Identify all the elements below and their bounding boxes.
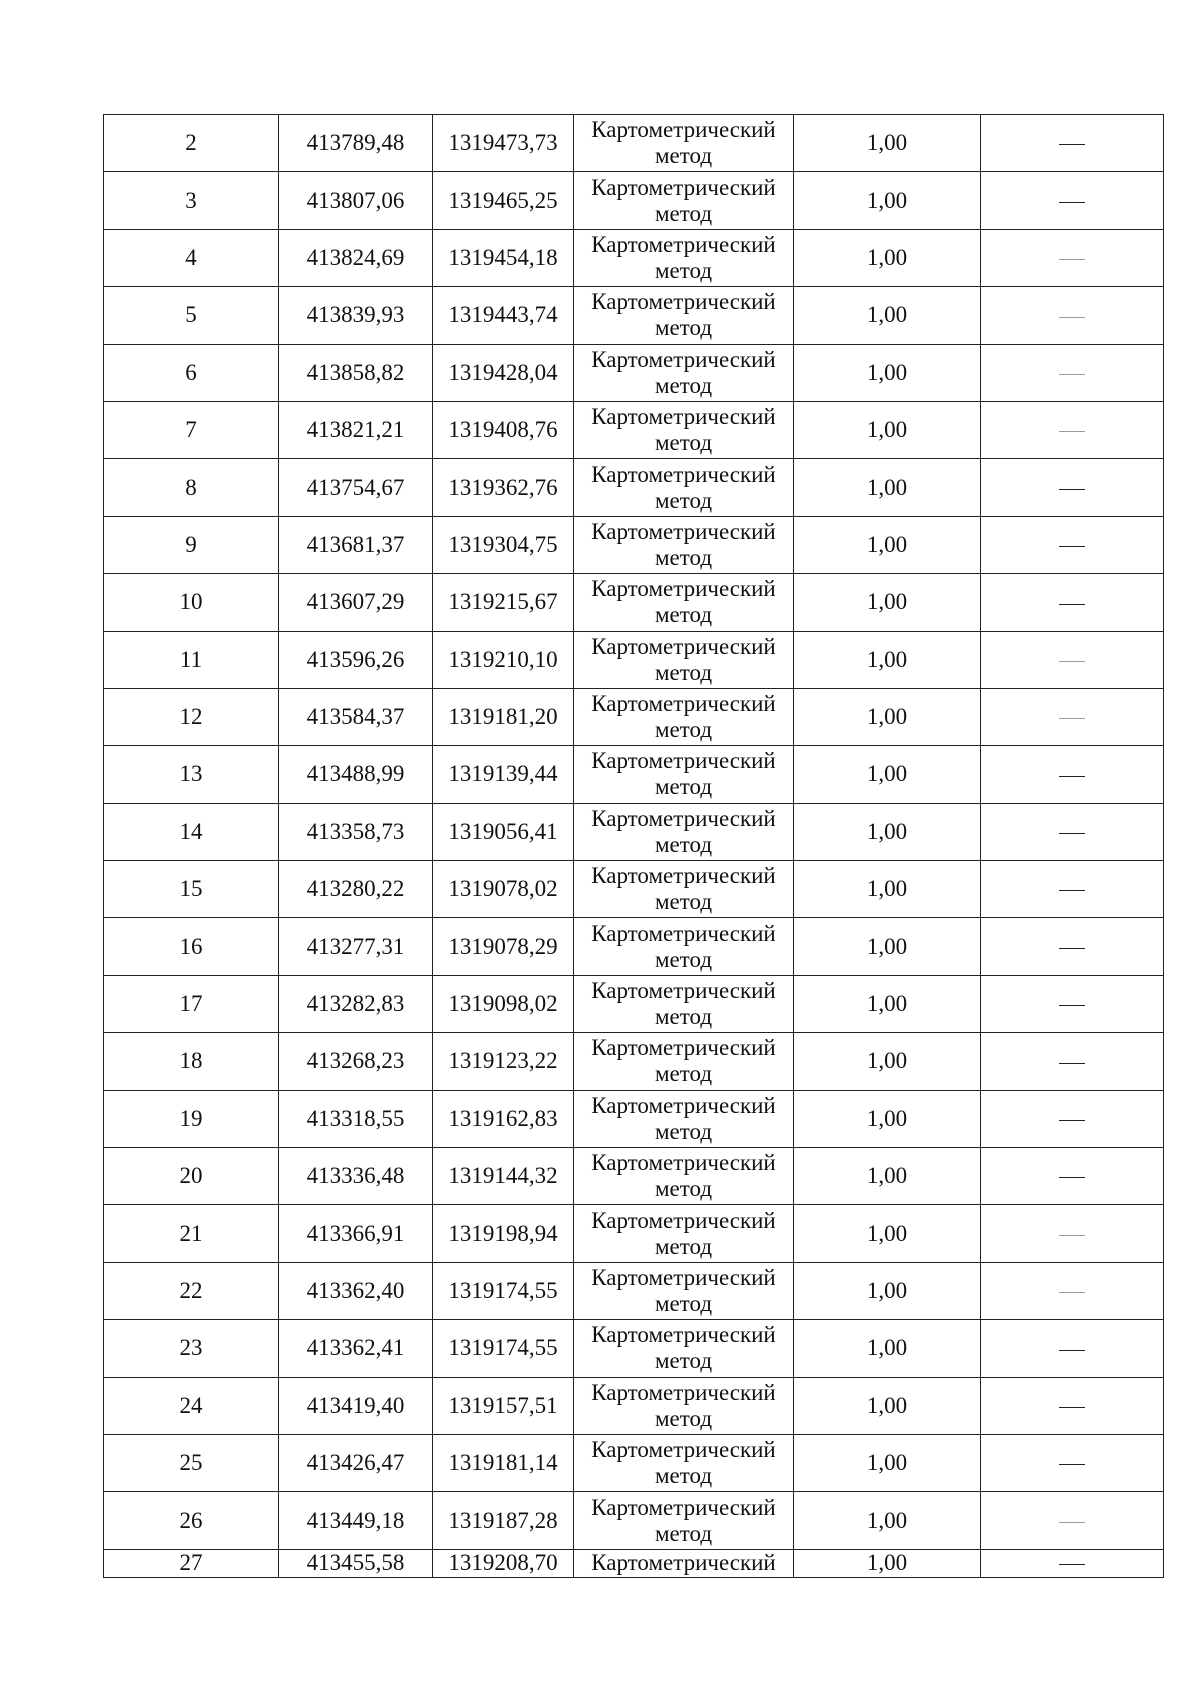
y-coordinate-cell: 1319174,55 (433, 1320, 574, 1377)
dash-mark (1059, 1464, 1085, 1465)
dash-mark (1059, 144, 1085, 145)
y-coordinate-cell: 1319454,18 (433, 229, 574, 286)
x-coordinate-cell: 413358,73 (279, 803, 433, 860)
method-line-2: метод (654, 1348, 713, 1374)
table-row (104, 631, 1164, 688)
dash-cell (981, 975, 1164, 1032)
accuracy-cell: 1,00 (794, 803, 981, 860)
method-line-2: метод (654, 1520, 713, 1546)
table-row (104, 918, 1164, 975)
y-coordinate-cell: 1319208,70 (433, 1549, 574, 1577)
dash-mark (1059, 661, 1085, 662)
x-coordinate-cell: 413455,58 (279, 1549, 433, 1577)
point-number-cell: 5 (104, 287, 279, 344)
y-coordinate-cell: 1319181,20 (433, 688, 574, 745)
accuracy-cell: 1,00 (794, 287, 981, 344)
dash-mark (1059, 1522, 1085, 1523)
dash-cell (981, 1033, 1164, 1090)
method-line-1: Картометрический (591, 1494, 776, 1520)
x-coordinate-cell: 413277,31 (279, 918, 433, 975)
dash-cell (981, 918, 1164, 975)
dash-mark (1059, 1235, 1085, 1236)
dash-cell (981, 344, 1164, 401)
accuracy-cell: 1,00 (794, 746, 981, 803)
method-line-2: метод (654, 717, 713, 743)
table-row (104, 975, 1164, 1032)
method-cell (574, 688, 794, 745)
y-coordinate-cell: 1319078,02 (433, 861, 574, 918)
method-line-1: Картометрический (591, 748, 776, 774)
y-coordinate-cell: 1319428,04 (433, 344, 574, 401)
y-coordinate-cell: 1319123,22 (433, 1033, 574, 1090)
method-cell (574, 574, 794, 631)
method-line-1: Картометрический (591, 1379, 776, 1405)
point-number-cell: 17 (104, 975, 279, 1032)
table-row (104, 1205, 1164, 1262)
x-coordinate-cell: 413419,40 (279, 1377, 433, 1434)
accuracy-cell: 1,00 (794, 1205, 981, 1262)
x-coordinate-cell: 413318,55 (279, 1090, 433, 1147)
x-coordinate-cell: 413839,93 (279, 287, 433, 344)
table-row (104, 861, 1164, 918)
x-coordinate-cell: 413449,18 (279, 1492, 433, 1549)
table-row (104, 1148, 1164, 1205)
dash-mark (1059, 1005, 1085, 1006)
method-line-1: Картометрический (591, 1035, 776, 1061)
method-line-1: Картометрический (591, 231, 776, 257)
y-coordinate-cell: 1319210,10 (433, 631, 574, 688)
method-line-2: метод (654, 946, 713, 972)
dash-cell (981, 1320, 1164, 1377)
point-number-cell: 8 (104, 459, 279, 516)
accuracy-cell: 1,00 (794, 1090, 981, 1147)
method-cell (574, 401, 794, 458)
method-cell (574, 287, 794, 344)
method-line-2: метод (654, 372, 713, 398)
method-line-1: Картометрический (591, 691, 776, 717)
point-number-cell: 16 (104, 918, 279, 975)
x-coordinate-cell: 413858,82 (279, 344, 433, 401)
table-body (104, 115, 1164, 1578)
dash-cell (981, 115, 1164, 172)
method-cell (574, 1434, 794, 1491)
dash-cell (981, 746, 1164, 803)
y-coordinate-cell: 1319144,32 (433, 1148, 574, 1205)
point-number-cell: 24 (104, 1377, 279, 1434)
method-line-2: метод (654, 1061, 713, 1087)
y-coordinate-cell: 1319408,76 (433, 401, 574, 458)
dash-mark (1059, 1350, 1085, 1351)
method-cell (574, 1148, 794, 1205)
accuracy-cell: 1,00 (794, 688, 981, 745)
point-number-cell: 27 (104, 1549, 279, 1577)
x-coordinate-cell: 413488,99 (279, 746, 433, 803)
method-line-2: метод (654, 1004, 713, 1030)
method-line-1: Картометрический (591, 1092, 776, 1118)
x-coordinate-cell: 413280,22 (279, 861, 433, 918)
method-line-1: Картометрический (591, 1322, 776, 1348)
dash-mark (1059, 259, 1085, 260)
dash-mark (1059, 431, 1085, 432)
dash-mark (1059, 604, 1085, 605)
y-coordinate-cell: 1319157,51 (433, 1377, 574, 1434)
coordinates-table (103, 114, 1164, 1578)
x-coordinate-cell: 413789,48 (279, 115, 433, 172)
dash-cell (981, 861, 1164, 918)
table-row (104, 688, 1164, 745)
dash-cell (981, 229, 1164, 286)
table-row (104, 574, 1164, 631)
point-number-cell: 26 (104, 1492, 279, 1549)
method-cell (574, 975, 794, 1032)
method-line-1: Картометрический (591, 461, 776, 487)
dash-cell (981, 574, 1164, 631)
accuracy-cell: 1,00 (794, 574, 981, 631)
x-coordinate-cell: 413362,40 (279, 1262, 433, 1319)
method-line-1: Картометрический (591, 978, 776, 1004)
dash-mark (1059, 890, 1085, 891)
dash-cell (981, 1205, 1164, 1262)
method-cell (574, 229, 794, 286)
x-coordinate-cell: 413681,37 (279, 516, 433, 573)
point-number-cell: 12 (104, 688, 279, 745)
accuracy-cell: 1,00 (794, 344, 981, 401)
accuracy-cell: 1,00 (794, 631, 981, 688)
x-coordinate-cell: 413362,41 (279, 1320, 433, 1377)
dash-mark (1059, 489, 1085, 490)
method-cell (574, 1320, 794, 1377)
point-number-cell: 2 (104, 115, 279, 172)
accuracy-cell: 1,00 (794, 172, 981, 229)
dash-cell (981, 688, 1164, 745)
dash-cell (981, 803, 1164, 860)
y-coordinate-cell: 1319465,25 (433, 172, 574, 229)
y-coordinate-cell: 1319139,44 (433, 746, 574, 803)
method-line-1: Картометрический (591, 1265, 776, 1290)
method-line-1: Картометрический (591, 1207, 776, 1233)
point-number-cell: 25 (104, 1434, 279, 1491)
method-cell (574, 746, 794, 803)
y-coordinate-cell: 1319162,83 (433, 1090, 574, 1147)
method-line-1: Картометрический (591, 576, 776, 602)
method-line-2: метод (654, 544, 713, 570)
point-number-cell: 14 (104, 803, 279, 860)
method-line-2: метод (654, 1405, 713, 1431)
method-cell (574, 1549, 794, 1577)
point-number-cell: 13 (104, 746, 279, 803)
dash-mark (1059, 374, 1085, 375)
dash-mark (1059, 1292, 1085, 1293)
x-coordinate-cell: 413754,67 (279, 459, 433, 516)
accuracy-cell: 1,00 (794, 1434, 981, 1491)
dash-cell (981, 1262, 1164, 1319)
method-cell (574, 1262, 794, 1319)
dash-mark (1059, 718, 1085, 719)
y-coordinate-cell: 1319174,55 (433, 1262, 574, 1319)
dash-mark (1059, 1407, 1085, 1408)
method-cell (574, 1492, 794, 1549)
dash-mark (1059, 948, 1085, 949)
method-cell (574, 344, 794, 401)
dash-mark (1059, 833, 1085, 834)
accuracy-cell: 1,00 (794, 1549, 981, 1577)
point-number-cell: 19 (104, 1090, 279, 1147)
x-coordinate-cell: 413824,69 (279, 229, 433, 286)
method-cell (574, 861, 794, 918)
accuracy-cell: 1,00 (794, 861, 981, 918)
method-cell (574, 459, 794, 516)
accuracy-cell: 1,00 (794, 401, 981, 458)
method-line-2: метод (654, 315, 713, 341)
dash-cell (981, 1434, 1164, 1491)
method-line-1: Картометрический (591, 346, 776, 372)
dash-cell (981, 172, 1164, 229)
table-row (104, 229, 1164, 286)
table-row (104, 1090, 1164, 1147)
method-cell (574, 115, 794, 172)
table-row (104, 459, 1164, 516)
table-row (104, 115, 1164, 172)
point-number-cell: 18 (104, 1033, 279, 1090)
method-line-1: Картометрический (591, 174, 776, 200)
dash-cell (981, 516, 1164, 573)
dash-cell (981, 631, 1164, 688)
method-line-2: метод (654, 430, 713, 456)
method-line-2: метод (654, 200, 713, 226)
accuracy-cell: 1,00 (794, 229, 981, 286)
dash-cell (981, 459, 1164, 516)
point-number-cell: 20 (104, 1148, 279, 1205)
y-coordinate-cell: 1319443,74 (433, 287, 574, 344)
table-row (104, 803, 1164, 860)
dash-cell (981, 1090, 1164, 1147)
point-number-cell: 15 (104, 861, 279, 918)
x-coordinate-cell: 413336,48 (279, 1148, 433, 1205)
table-row (104, 1492, 1164, 1549)
method-cell (574, 516, 794, 573)
method-line-2: метод (654, 1118, 713, 1144)
table-row (104, 1434, 1164, 1491)
method-cell (574, 172, 794, 229)
accuracy-cell: 1,00 (794, 1262, 981, 1319)
accuracy-cell: 1,00 (794, 975, 981, 1032)
method-line-2: метод (654, 143, 713, 169)
method-cell (574, 1205, 794, 1262)
y-coordinate-cell: 1319181,14 (433, 1434, 574, 1491)
x-coordinate-cell: 413821,21 (279, 401, 433, 458)
method-line-1: Картометрический (591, 117, 776, 143)
y-coordinate-cell: 1319304,75 (433, 516, 574, 573)
method-cell (574, 1033, 794, 1090)
y-coordinate-cell: 1319056,41 (433, 803, 574, 860)
x-coordinate-cell: 413607,29 (279, 574, 433, 631)
y-coordinate-cell: 1319473,73 (433, 115, 574, 172)
method-line-1: Картометрический (591, 1549, 776, 1575)
point-number-cell: 10 (104, 574, 279, 631)
method-cell (574, 918, 794, 975)
table-row (104, 1262, 1164, 1319)
method-line-1: Картометрический (591, 805, 776, 831)
method-line-2: метод (654, 831, 713, 857)
dash-cell (981, 287, 1164, 344)
method-line-2: метод (654, 257, 713, 283)
dash-mark (1059, 1564, 1085, 1565)
dash-cell (981, 1148, 1164, 1205)
dash-mark (1059, 1120, 1085, 1121)
x-coordinate-cell: 413282,83 (279, 975, 433, 1032)
table-row (104, 1549, 1164, 1577)
method-line-1: Картометрический (591, 633, 776, 659)
dash-mark (1059, 202, 1085, 203)
accuracy-cell: 1,00 (794, 1492, 981, 1549)
point-number-cell: 23 (104, 1320, 279, 1377)
point-number-cell: 9 (104, 516, 279, 573)
y-coordinate-cell: 1319215,67 (433, 574, 574, 631)
accuracy-cell: 1,00 (794, 115, 981, 172)
y-coordinate-cell: 1319098,02 (433, 975, 574, 1032)
method-line-1: Картометрический (591, 289, 776, 315)
method-line-2: метод (654, 659, 713, 685)
table-row (104, 172, 1164, 229)
accuracy-cell: 1,00 (794, 1148, 981, 1205)
dash-cell (981, 401, 1164, 458)
point-number-cell: 4 (104, 229, 279, 286)
x-coordinate-cell: 413807,06 (279, 172, 433, 229)
method-line-2: метод (654, 774, 713, 800)
dash-cell (981, 1377, 1164, 1434)
dash-mark (1059, 776, 1085, 777)
method-line-2: метод (654, 602, 713, 628)
table-row (104, 1320, 1164, 1377)
y-coordinate-cell: 1319198,94 (433, 1205, 574, 1262)
table-row (104, 1377, 1164, 1434)
dash-mark (1059, 1063, 1085, 1064)
method-line-1: Картометрический (591, 920, 776, 946)
x-coordinate-cell: 413596,26 (279, 631, 433, 688)
point-number-cell: 3 (104, 172, 279, 229)
method-line-1: Картометрический (591, 1150, 776, 1176)
table-row (104, 516, 1164, 573)
dash-cell (981, 1492, 1164, 1549)
table-row (104, 746, 1164, 803)
accuracy-cell: 1,00 (794, 1377, 981, 1434)
point-number-cell: 21 (104, 1205, 279, 1262)
method-line-2: метод (654, 1233, 713, 1259)
x-coordinate-cell: 413268,23 (279, 1033, 433, 1090)
table-row (104, 287, 1164, 344)
point-number-cell: 22 (104, 1262, 279, 1319)
point-number-cell: 11 (104, 631, 279, 688)
dash-mark (1059, 317, 1085, 318)
accuracy-cell: 1,00 (794, 1033, 981, 1090)
x-coordinate-cell: 413366,91 (279, 1205, 433, 1262)
method-line-2: метод (654, 1176, 713, 1202)
x-coordinate-cell: 413584,37 (279, 688, 433, 745)
y-coordinate-cell: 1319362,76 (433, 459, 574, 516)
point-number-cell: 6 (104, 344, 279, 401)
table-row (104, 1033, 1164, 1090)
table-row (104, 401, 1164, 458)
method-line-2: метод (654, 1463, 713, 1489)
method-cell (574, 1090, 794, 1147)
method-line-1: Картометрический (591, 404, 776, 430)
method-cell (574, 1377, 794, 1434)
accuracy-cell: 1,00 (794, 1320, 981, 1377)
x-coordinate-cell: 413426,47 (279, 1434, 433, 1491)
table-row (104, 344, 1164, 401)
method-cell (574, 631, 794, 688)
method-cell (574, 803, 794, 860)
accuracy-cell: 1,00 (794, 918, 981, 975)
y-coordinate-cell: 1319187,28 (433, 1492, 574, 1549)
method-line-2: метод (654, 1291, 713, 1316)
point-number-cell: 7 (104, 401, 279, 458)
method-line-2: метод (654, 889, 713, 915)
accuracy-cell: 1,00 (794, 459, 981, 516)
dash-mark (1059, 1177, 1085, 1178)
method-line-1: Картометрический (591, 1437, 776, 1463)
dash-cell (981, 1549, 1164, 1577)
method-line-2: метод (654, 487, 713, 513)
method-line-1: Картометрический (591, 518, 776, 544)
accuracy-cell: 1,00 (794, 516, 981, 573)
method-line-1: Картометрический (591, 863, 776, 889)
y-coordinate-cell: 1319078,29 (433, 918, 574, 975)
dash-mark (1059, 546, 1085, 547)
